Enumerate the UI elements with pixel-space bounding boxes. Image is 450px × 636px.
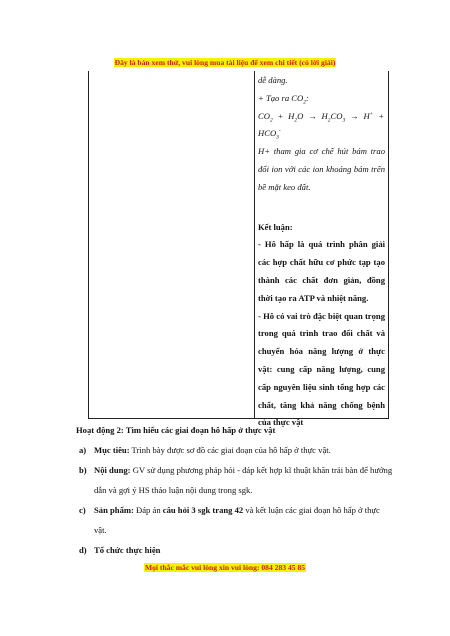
cell-line-ease: dễ dàng.	[258, 75, 288, 85]
ion-exchange-text: H+ tham gia cơ chế hút bám trao đổi ion với các ion khoáng bám trên bề mặt keo đất.	[258, 146, 385, 192]
eq-arrow-2: →	[350, 110, 359, 121]
contact-banner-text: Mọi thắc mắc vui lòng xin vui lòng: 084 283 45 85	[144, 563, 306, 572]
product-question-ref: câu hỏi 3 sgk trang 42	[162, 505, 244, 515]
product-text-2: và kết luận các giai đoạn hô hấp ở thực vật.	[94, 505, 380, 535]
item-marker-a: a)	[79, 445, 87, 455]
item-product	[76, 500, 394, 540]
item-marker-c: c)	[79, 505, 86, 515]
chemical-equation	[258, 108, 385, 126]
conclusion-title: Kết luận:	[258, 221, 293, 232]
item-organization	[76, 540, 394, 560]
item-marker-d: d)	[79, 545, 87, 555]
conclusion-point-2: - Hô có vai trò đặc biệt quan trọng trong quá trình trao đổi chất và chuyển hóa năng lượng ở thực vật: cung cấp năng lượng, cung cấp nguyên liệu sinh tổng hợp các chất, tăng khả năng chống bệnh của thực vật	[258, 310, 385, 428]
content-text: GV sử dụng phương pháp hỏi - đáp kết hợp kĩ thuật khăn trải bàn để hướng dẫn và gợi ý HS thảo luận nội dung trong sgk.	[94, 465, 393, 495]
activity-section	[76, 420, 394, 560]
eq-h2co3: $H_2CO_3$	[321, 110, 346, 124]
eq-hco3: $HCO_3^-$	[258, 128, 281, 142]
co2-colon: :	[305, 92, 309, 103]
eq-h2o: $H_2O$	[288, 110, 304, 124]
co2-text: + Tạo ra CO	[258, 92, 304, 103]
objective-label: Mục tiêu:	[94, 445, 130, 455]
preview-banner	[0, 58, 450, 67]
product-label: Sản phẩm:	[94, 505, 134, 515]
item-objective	[76, 440, 394, 460]
content-label: Nội dung:	[94, 465, 131, 475]
organization-label: Tổ chức thực hiện	[94, 545, 161, 555]
preview-banner-text: Đây là bản xem thử, vui lòng mua tài liệu để xem chi tiết (có lời giải)	[114, 58, 336, 67]
contact-banner	[0, 563, 450, 572]
objective-text: Trình bày được sơ đồ các giai đoạn của hô hấp ở thực vật.	[129, 445, 331, 455]
product-text-1: Đáp án	[133, 505, 163, 515]
eq-plus-1: +	[277, 110, 284, 121]
table-column-divider	[254, 71, 255, 418]
item-marker-b: b)	[79, 465, 87, 475]
eq-co2: $CO_2$	[258, 110, 273, 124]
item-content	[76, 460, 394, 500]
table-right-cell	[258, 72, 385, 432]
co2-subscript: 2	[303, 99, 306, 106]
eq-arrow-1: →	[308, 110, 317, 121]
conclusion-point-1: - Hô hấp là quá trình phân giải các hợp chất hữu cơ phức tạp tạo thành các chất đơn giản, đồng thời tạo ra ATP và nhiệt năng.	[258, 239, 385, 303]
eq-hplus: H+	[363, 110, 374, 121]
eq-plus-2: +	[378, 110, 384, 121]
cell-line-co2	[258, 90, 385, 108]
spacer	[258, 197, 385, 219]
activity-heading: Hoạt động 2: Tìm hiểu các giai đoạn hô hấp ở thực vật	[76, 425, 276, 435]
